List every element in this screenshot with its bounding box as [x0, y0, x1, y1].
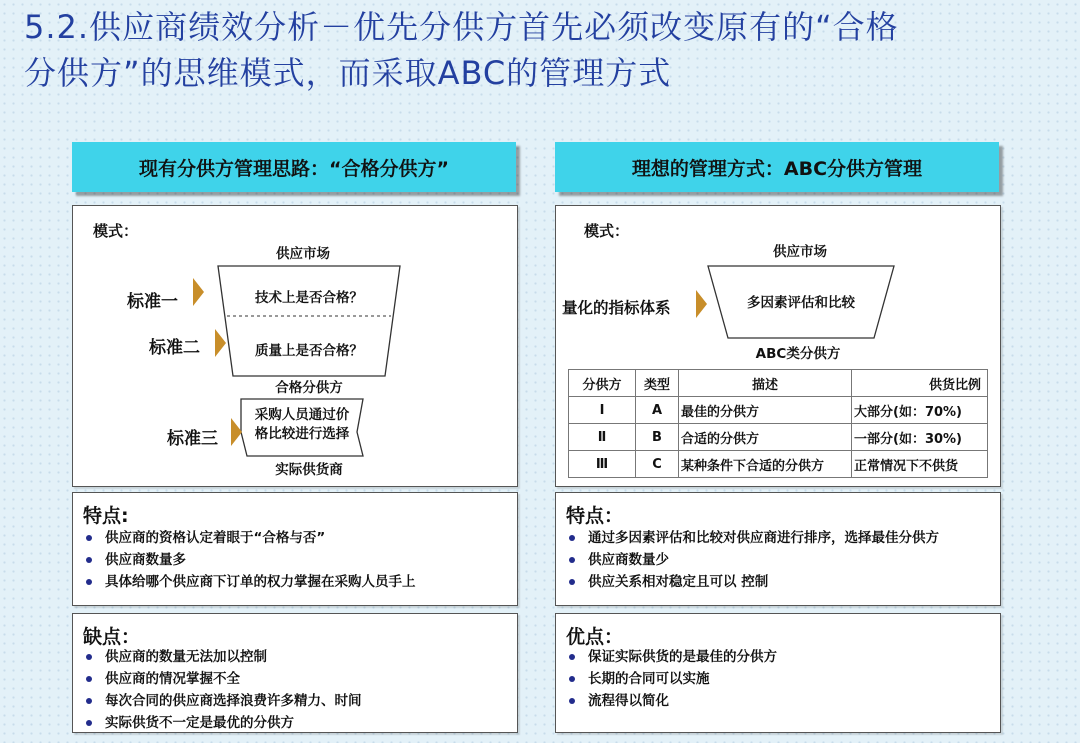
title-line-2: 分供方”的思维模式，而采取ABC的管理方式	[24, 54, 672, 92]
table-row	[569, 397, 987, 424]
left-features-panel	[72, 492, 518, 606]
list-item: 实际供货不一定是最优的分供方	[79, 712, 362, 734]
table-cell: 一部分(如：30%)	[852, 424, 988, 451]
table-row	[569, 424, 987, 451]
right-pros-title: 优点：	[566, 626, 624, 648]
right-features-title: 特点：	[566, 505, 624, 527]
table-header-cell: 类型	[636, 370, 679, 397]
table-header-cell: 供货比例	[852, 370, 988, 397]
table-cell: 大部分(如：70%)	[852, 397, 988, 424]
left-question-2: 质量上是否合格？	[255, 343, 363, 359]
list-item: 每次合同的供应商选择浪费许多精力、时间	[79, 690, 362, 712]
table-header-cell: 分供方	[582, 377, 622, 393]
right-metric-arrow-icon	[696, 290, 707, 318]
left-market-label: 供应市场	[276, 246, 330, 262]
list-item: 保证实际供货的是最佳的分供方	[562, 646, 777, 668]
list-item: 供应商的资格认定着眼于“合格与否”	[79, 527, 416, 549]
title-line-1: 5.2.供应商绩效分析－优先分供方首先必须改变原有的“合格	[24, 8, 899, 46]
left-question-1: 技术上是否合格？	[255, 290, 363, 306]
list-item: 供应关系相对稳定且可以 控制	[562, 571, 939, 593]
list-item: 具体给哪个供应商下订单的权力掌握在采购人员手上	[79, 571, 416, 593]
table-cell: Ⅲ	[569, 451, 636, 478]
left-cons-panel	[72, 613, 518, 733]
right-metric-label: 量化的指标体系	[562, 299, 671, 317]
list-item: 供应商的情况掌握不全	[79, 668, 362, 690]
page-title	[24, 4, 1064, 96]
left-cons-list	[79, 646, 362, 734]
table-cell: 合适的分供方	[679, 424, 852, 451]
table-cell: A	[636, 397, 679, 424]
table-row	[569, 451, 987, 478]
table-header-cell: 描述	[679, 370, 852, 397]
left-standard-1-arrow-icon	[193, 278, 204, 306]
table-cell: 最佳的分供方	[679, 397, 852, 424]
right-eval-text: 多因素评估和比较	[747, 295, 855, 311]
right-features-panel	[555, 492, 1001, 606]
table-cell: B	[636, 424, 679, 451]
right-abc-label: ABC类分供方	[755, 346, 841, 362]
left-standard-3-arrow-icon	[231, 418, 242, 446]
list-item: 长期的合同可以实施	[562, 668, 777, 690]
left-standard-2-arrow-icon	[215, 329, 226, 357]
table-cell: 某种条件下合适的分供方	[679, 451, 852, 478]
left-standard-1: 标准一	[127, 292, 178, 312]
right-mode-panel	[555, 205, 1001, 487]
left-features-title: 特点:	[83, 505, 129, 527]
table-cell: 正常情况下不供货	[852, 451, 988, 478]
left-select-text: 采购人员通过价格比较进行选择	[254, 407, 350, 442]
abc-table-wrap	[568, 369, 988, 478]
right-features-list	[562, 527, 939, 593]
list-item: 供应商数量少	[562, 549, 939, 571]
left-header	[72, 142, 516, 192]
list-item: 供应商的数量无法加以控制	[79, 646, 362, 668]
left-features-list	[79, 527, 416, 593]
left-standard-2: 标准二	[149, 338, 200, 358]
left-qualified-label: 合格分供方	[275, 380, 343, 396]
table-cell: Ⅰ	[569, 397, 636, 424]
right-mode-label: 模式：	[584, 222, 630, 240]
list-item: 流程得以简化	[562, 690, 777, 712]
list-item: 通过多因素评估和比较对供应商进行排序，选择最佳分供方	[562, 527, 939, 549]
table-header-row	[569, 370, 987, 397]
table-cell: Ⅱ	[569, 424, 636, 451]
left-funnel-shape	[218, 266, 400, 376]
right-pros-list	[562, 646, 777, 712]
left-mode-label: 模式：	[93, 222, 139, 240]
left-mode-panel	[72, 205, 518, 487]
table-cell: C	[636, 451, 679, 478]
left-header-text: 现有分供方管理思路：“合格分供方”	[139, 157, 449, 180]
abc-table	[569, 370, 987, 477]
right-pros-panel	[555, 613, 1001, 733]
right-market-label: 供应市场	[773, 244, 827, 260]
left-cons-title: 缺点：	[83, 626, 141, 648]
right-header	[555, 142, 999, 192]
list-item: 供应商数量多	[79, 549, 416, 571]
left-actual-label: 实际供货商	[275, 462, 343, 478]
left-standard-3: 标准三	[167, 429, 218, 449]
right-header-text: 理想的管理方式：ABC分供方管理	[631, 157, 923, 180]
